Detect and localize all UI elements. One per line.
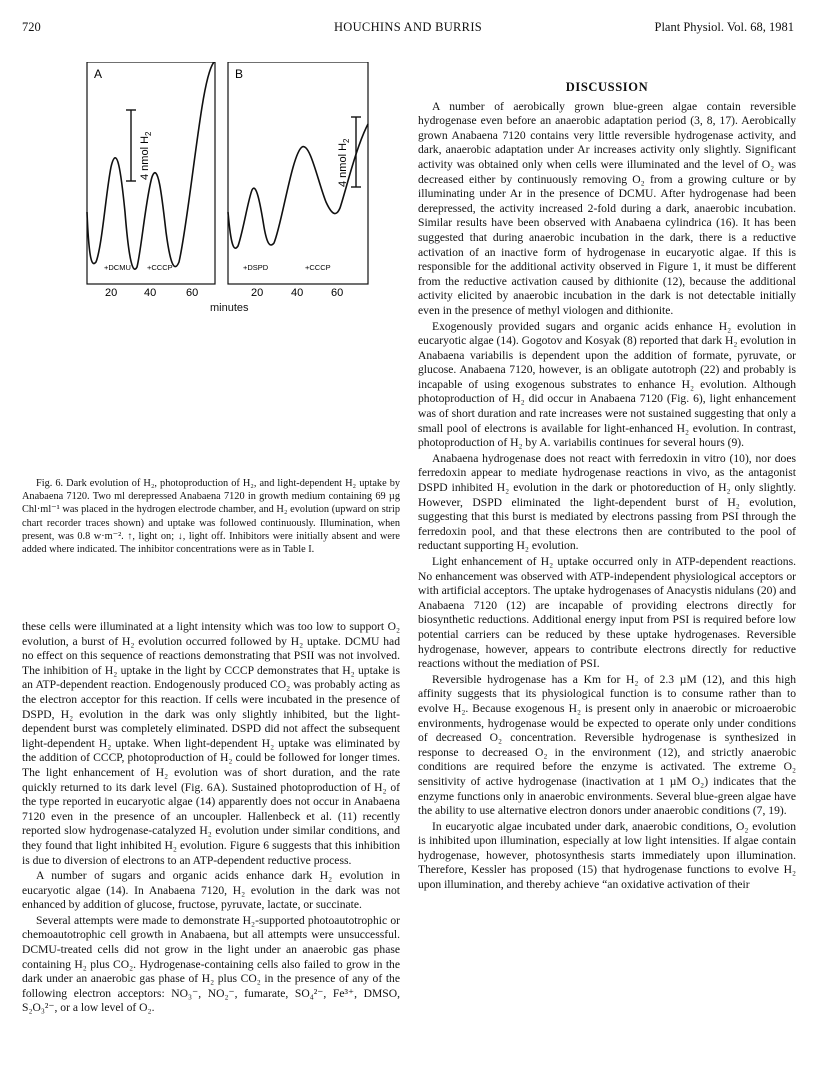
page-number: 720	[22, 20, 41, 34]
panel-a	[87, 62, 215, 284]
paragraph: A number of aerobically grown blue-green algae contain reversible hydrogenase even before an anaerobic adaptation period (3, 8, 17). Aerobically grown Anabaena 7120 contains very little reversible hydrogenase activity, and dark, anaerobic adaptation under Ar increases activity only slightly. Significant activity was obtained only when cells were illuminated and the level of O₂ was decreased either by continuously removing O₂ from a growing culture or by illuminating under Ar in the presence of DCMU. After hydrogenase had been derepressed, the activity increased 2-fold during a dark, anaerobic incubation. Similar results have been observed with Anabaena cylindrica (16). It has been suggested that during anaerobic incubation in the dark, there is a reductive activation of an inactive form of hydrogenase in eucaryotic algae. If this is responsible for the additional activity observed in Figure 1, it must be different from the reductive activation caused by dithionite (12), because the additional activity elicited by anaerobic incubation in the dark is not detectable initially even in the presence of methyl viologen and dithionite.	[418, 99, 796, 317]
x-tick-b-60: 60	[331, 287, 344, 299]
paragraph: A number of sugars and organic acids enhance dark H₂ evolution in eucaryotic algae (14). In Anabaena 7120, H₂ evolution in the dark was not enhanced by addition of glucose, fructose, pyruvate, lactate, or succinate.	[22, 869, 400, 912]
journal-citation: Plant Physiol. Vol. 68, 1981	[654, 20, 794, 34]
x-tick-a-60: 60	[186, 287, 199, 299]
figure-6-traces	[80, 62, 380, 302]
x-tick-b-20: 20	[251, 287, 264, 299]
panel-b-label: B	[235, 67, 244, 81]
right-column	[418, 80, 796, 893]
scale-label-b: 4 nmol $H_2$	[337, 138, 351, 187]
running-authors: HOUCHINS AND BURRIS	[333, 20, 483, 34]
left-column	[22, 620, 400, 1016]
figure-caption	[22, 477, 400, 556]
x-axis-label: minutes	[210, 302, 249, 314]
paragraph: Light enhancement of H₂ uptake occurred only in ATP-dependent reactions. No enhancement was observed with ATP-independent physiological acceptors or with artificial acceptors. The uptake hydrogenases of Anacystis nidulans (20) and Anabaena 7120 (12) are incapable of providing electrons directly for biosynthetic reductions. Additional energy input from PSI is required before low potential carriers can be reduced by these uptake hydrogenases. Reversible hydrogenase, however, appears to contribute electrons directly for reductive reactions without the mediation of PSI.	[418, 555, 796, 671]
annotation-cccp-b: +CCCP	[305, 263, 331, 272]
paragraph: Reversible hydrogenase has a Km for H₂ of 2.3 µM (12), and this high affinity suggests that its physiological function is to consume rather than to evolve H₂. Because exogenous H₂ is present only in anaerobic or microaerobic environments, hydrogenase would be expected to operate only under conditions of decreased O₂ concentration. Reversible hydrogenase is synthesized in response to decreased O₂ in the environment (12), and strictly anaerobic conditions are required before the enzyme is activated. The extreme O₂ sensitivity of active hydrogenase (inactivation at 1 µM O₂) indicates that the enzyme functions only in anaerobic environments. Several blue-green algae have the ability to use alternative electron donors under anaerobic conditions (7, 19).	[418, 672, 796, 818]
panel-b	[228, 62, 368, 284]
panel-a-label: A	[94, 67, 103, 81]
section-heading: DISCUSSION	[565, 80, 649, 94]
x-tick-a-20: 20	[105, 287, 118, 299]
panel-a-frame	[87, 62, 215, 284]
paragraph: Exogenously provided sugars and organic acids enhance H₂ evolution in eucaryotic algae (14). Gogotov and Kosyak (8) reported that dark H₂ evolution in Anabaena variabilis is dependent upon the addition of formate, pyruvate, or glucose. Anabaena 7120, however, is an obligate autotroph (22) and probably is incapable of using exogenous substrates to enhance H₂ evolution. Although photoproduction of H₂ did occur in Anabaena 7120 (Fig. 6), light enhancement was of short duration and rate increases were not sustained suggesting that only a small pool of electrons is available for light-enhanced H₂ evolution. In contrast, photoproduction of H₂ by A. variabilis continues for several hours (9).	[418, 319, 796, 450]
page-header	[22, 20, 794, 40]
scale-bar-a	[126, 110, 153, 181]
annotation-cccp-a: +CCCP	[147, 263, 173, 272]
x-tick-a-40: 40	[144, 287, 157, 299]
annotation-dspd: +DSPD	[243, 263, 269, 272]
scale-label-a: 4 nmol $H_2$	[139, 131, 153, 180]
x-tick-b-40: 40	[291, 287, 304, 299]
caption-text: Fig. 6. Dark evolution of H₂, photoproduction of H₂, and light-dependent H₂ uptake by Anabaena 7120. Two ml derepressed Anabaena 7120 in growth medium containing 69 µg Chl·ml⁻¹ was placed in the hydrogen electrode chamber, and H₂ evolution (upward on strip chart recorder traces shown) and uptake was followed continuously. Illumination, when present, was 0.8 w·m⁻². ↑, light on; ↓, light off. Inhibitors were initially absent and were added where indicated. The inhibitor concentrations were as in Table I.	[22, 478, 400, 556]
paragraph: In eucaryotic algae incubated under dark, anaerobic conditions, O₂ evolution is inhibited upon illumination, especially at low light intensities. If algae contain hydrogenase, however, photosynthesis starts immediately upon illumination. Therefore, Kessler has proposed (15) that hydrogenase functions to evolve H₂ upon illumination, and thereby achieve “an oxidative activation of their	[418, 819, 796, 892]
paragraph: Anabaena hydrogenase does not react with ferredoxin in vitro (10), nor does ferredoxin appear to mediate hydrogenase reactions in vivo, as the antagonist DSPD inhibited H₂ evolution in the dark or photoreduction of H₂ only slightly. However, DSPD eliminated the light-dependent burst of H₂ evolution, suggesting that this burst is mediated by electrons passing from PSI through the ferredoxin pool, and that these electrons then are contributed to the pool of reductant supporting H₂ evolution.	[418, 451, 796, 553]
paragraph: Several attempts were made to demonstrate H₂-supported photoautotrophic or chemoautotrophic cell growth in Anabaena, but all attempts were unsuccessful. DCMU-treated cells did not grow in the light under an anaerobic gas phase containing H₂ plus CO₂. Hydrogenase-containing cells also failed to grow in the dark under an anaerobic gas phase of H₂ plus CO₂ in the presence of any of the following electron acceptors: NO₃⁻, NO₂⁻, fumarate, SO₄²⁻, Fe³⁺, DMSO, S₂O₃²⁻, or a low level of O₂.	[22, 913, 400, 1015]
paragraph: these cells were illuminated at a light intensity which was too low to support O₂ evolution, a burst of H₂ evolution occurred followed by H₂ uptake. DCMU had no effect on this sequence of reactions demonstrating that PSII was not involved. The inhibition of H₂ uptake in the light by CCCP demonstrates that H₂ uptake is an ATP-dependent reaction. Endogenously produced CO₂ was probably acting as the electron acceptor for this reaction. If cells were incubated in the presence of DSPD, H₂ evolution in the dark was only slightly inhibited, but the light-dependent burst was completely eliminated. DSPD did not affect the subsequent light-dependent H₂ uptake. When light-dependent H₂ uptake was eliminated by the addition of CCCP, photoproduction of H₂ could be followed for longer times. The light enhancement of H₂ evolution was of short duration, and the rate quickly returned to its dark level (Fig. 6A). Sustained photoproduction of H₂ of the type reported in eucaryotic algae (14) apparently does not occur in Anabaena 7120 even in the presence of an uncoupler. Hallenbeck et al. (11) recently reported slow hydrogenase-catalyzed H₂ evolution under similar conditions, and they found that light inhibited H₂ evolution. Figure 6 suggests that this inhibition is due to diversion of electrons to an ATP-dependent reductive process.	[22, 620, 400, 867]
annotation-dcmu: +DCMU	[104, 263, 131, 272]
